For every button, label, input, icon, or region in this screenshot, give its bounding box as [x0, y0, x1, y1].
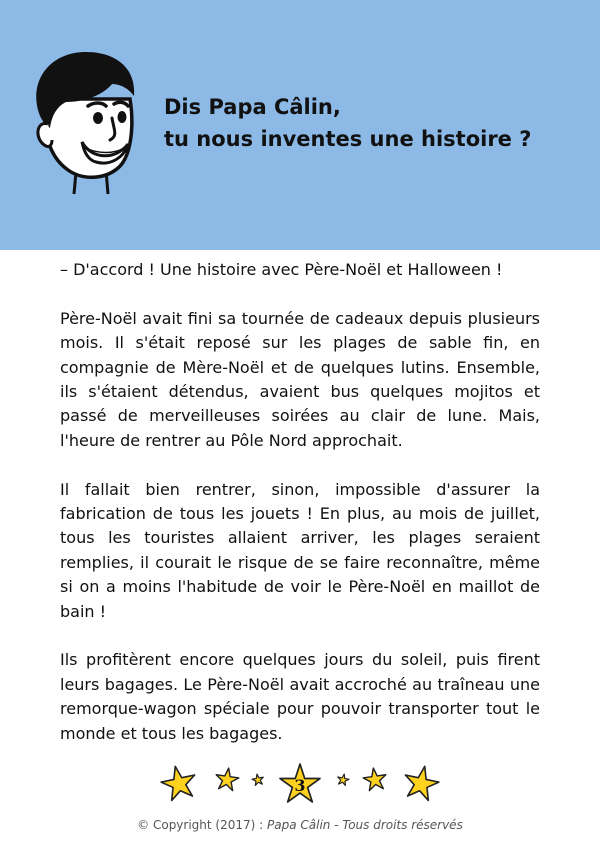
page-title	[164, 91, 531, 155]
star-icon	[159, 763, 199, 802]
copyright-notice	[0, 818, 600, 832]
page-number: 3	[294, 776, 306, 795]
star-icon	[401, 763, 441, 802]
story-paragraph-3: Il fallait bien rentrer, sinon, impossible d'assurer la fabrication de tous les jouets ! En plus, au mois de juillet, tous les touristes allaient arriver, les plages seraient remplies, il courait le risque de se faire reconnaître, même si on a moins l'habitude de voir le Père-Noël en maillot de bain !	[60, 479, 540, 621]
star-icon	[336, 773, 349, 786]
title-line-1: Dis Papa Câlin,	[164, 95, 341, 119]
story-paragraph-1: – D'accord ! Une histoire avec Père-Noël et Halloween !	[60, 260, 503, 279]
header-banner	[0, 0, 600, 250]
story-paragraph-4: Ils profitèrent encore quelques jours du soleil, puis firent leurs bagages. Le Père-Noël avait accroché au traîneau une remorque-wagon spéciale pour pouvoir transporter tout le monde et tous les bagages.	[60, 650, 540, 743]
star-icon	[362, 767, 388, 792]
title-line-2: tu nous inventes une histoire ?	[164, 127, 532, 151]
page-number-stars	[155, 762, 445, 810]
copyright-prefix: © Copyright (2017) :	[137, 818, 267, 832]
story-paragraph-2: Père-Noël avait fini sa tournée de cadeaux depuis plusieurs mois. Il s'était reposé sur les plages de sable fin, en compagnie de Mère-Noël et de quelques lutins. Ensemble, ils s'étaient détendus, avaient bus quelques mojitos et passé de merveilleuses soirées au clair de lune. Mais, l'heure de rentrer au Pôle Nord approchait.	[60, 308, 540, 450]
story-text	[60, 258, 540, 770]
star-icon	[214, 767, 240, 792]
papa-calin-face-icon	[24, 44, 144, 194]
star-icon	[251, 773, 264, 786]
copyright-owner: Papa Câlin - Tous droits réservés	[267, 818, 463, 832]
